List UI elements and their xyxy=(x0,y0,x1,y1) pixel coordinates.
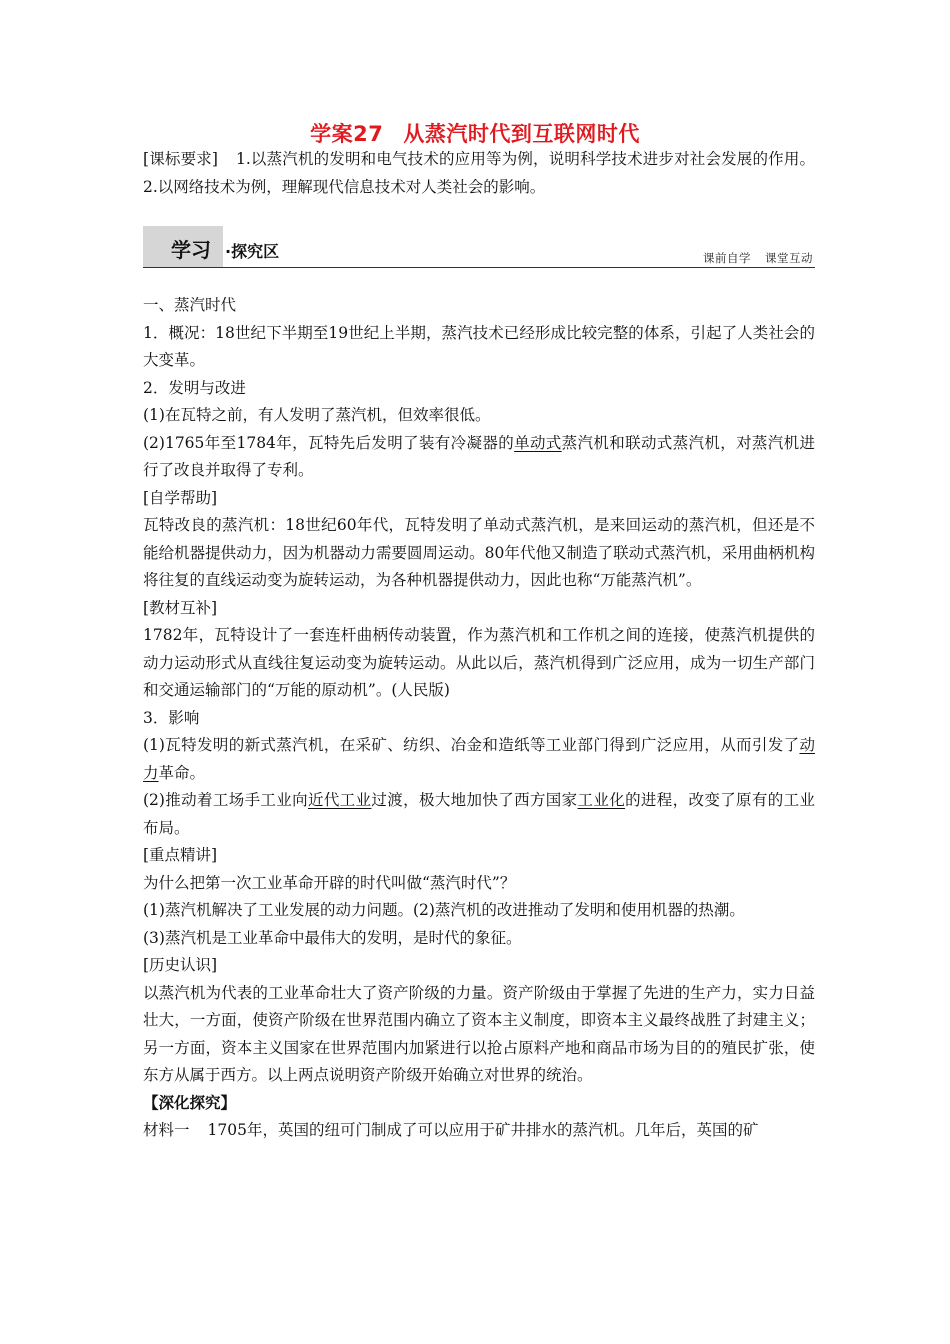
section-heading: 一、蒸汽时代 xyxy=(143,296,237,314)
underlined-term: 动力 xyxy=(143,736,815,782)
banner-right-2: 课堂互动 xyxy=(765,251,813,265)
text-span: 蒸汽机和联动式蒸汽机，对蒸汽机进行了改良并取得了专利。 xyxy=(143,433,815,479)
focus-answer-1: (1)蒸汽机解决了工业发展的动力问题。(2)蒸汽机的改进推动了发明和使用机器的热潮。 xyxy=(143,901,745,919)
text-span: (1)瓦特发明的新式蒸汽机，在采矿、纺织、冶金和造纸等工业部门得到广泛应用，从而引发了 xyxy=(143,736,800,754)
banner-sub-label: ·探究区 xyxy=(225,242,280,261)
material-text: 1705年，英国的纽可门制成了可以应用于矿井排水的蒸汽机。几年后，英国的矿 xyxy=(207,1121,759,1139)
material-1 xyxy=(143,1117,815,1145)
banner-divider xyxy=(143,267,815,268)
history-label: [历史认识] xyxy=(143,956,218,974)
requirement-label: [课标要求] xyxy=(143,150,218,168)
banner-right-1: 课前自学 xyxy=(703,251,751,265)
impact-2 xyxy=(143,787,815,842)
paragraph-invention-1: (1)在瓦特之前，有人发明了蒸汽机，但效率很低。 xyxy=(143,406,491,424)
section-banner xyxy=(143,226,815,268)
underlined-term: 工业化 xyxy=(577,791,626,809)
text-span: 革命。 xyxy=(158,763,206,782)
text-span: (2)1765年至1784年，瓦特先后发明了装有冷凝器的 xyxy=(143,433,515,452)
course-requirement xyxy=(143,146,815,201)
paragraph-overview: 1．概况：18世纪下半期至19世纪上半期，蒸汽技术已经形成比较完整的体系，引起了人类社会的大变革。 xyxy=(143,323,815,369)
requirement-text: 1.以蒸汽机的发明和电气技术的应用等为例，说明科学技术进步对社会发展的作用。2.以网络技术为例，理解现代信息技术对人类社会的影响。 xyxy=(143,150,815,196)
banner-right-labels xyxy=(703,250,813,266)
help-label: [自学帮助] xyxy=(143,488,218,507)
paragraph-invention-heading: 2．发明与改进 xyxy=(143,378,246,397)
page-title xyxy=(0,120,950,148)
title-main: 从蒸汽时代到互联网时代 xyxy=(403,122,640,146)
deep-label: 【深化探究】 xyxy=(143,1093,237,1112)
focus-label: [重点精讲] xyxy=(143,846,218,864)
impact-1 xyxy=(143,732,815,787)
text-span: 过渡，极大地加快了西方国家 xyxy=(371,791,578,809)
history-text: 以蒸汽机为代表的工业革命壮大了资产阶级的力量。资产阶级由于掌握了先进的生产力，实力日益壮大，一方面，使资产阶级在世界范围内确立了资本主义制度，即资本主义最终战胜了封建主义；另一方面，资本主义国家在世界范围内加紧进行以抢占原料产地和商品市场为目的的殖民扩张，使东方从属于西方。以上两点说明资产阶级开始确立对世界的统治。 xyxy=(143,983,815,1084)
underlined-term: 单动式 xyxy=(514,433,562,452)
text-span: (2)推动着工场手工业向 xyxy=(143,791,308,809)
impact-heading: 3．影响 xyxy=(143,708,200,727)
supplement-label: [教材互补] xyxy=(143,598,218,617)
document-body xyxy=(143,292,815,1145)
title-prefix: 学案27 xyxy=(310,122,384,146)
material-label: 材料一 xyxy=(143,1121,190,1139)
supplement-text: 1782年，瓦特设计了一套连杆曲柄传动装置，作为蒸汽机和工作机之间的连接，使蒸汽机提供的动力运动形式从直线往复运动变为旋转运动。从此以后，蒸汽机得到广泛应用，成为一切生产部门和交通运输部门的“万能的原动机”。(人民版) xyxy=(143,626,815,699)
focus-answer-2: (3)蒸汽机是工业革命中最伟大的发明，是时代的象征。 xyxy=(143,928,522,947)
text-span: 的进程，改变了原有的工业布局。 xyxy=(143,791,815,837)
underlined-term: 近代工业 xyxy=(308,791,372,809)
paragraph-invention-2 xyxy=(143,430,815,485)
banner-main-label: 学习 xyxy=(171,238,211,262)
help-text: 瓦特改良的蒸汽机：18世纪60年代，瓦特发明了单动式蒸汽机，是来回运动的蒸汽机，但还是不能给机器提供动力，因为机器动力需要圆周运动。80年代他又制造了联动式蒸汽机，采用曲柄机构将往复的直线运动变为旋转运动，为各种机器提供动力，因此也称“万能蒸汽机”。 xyxy=(143,516,815,589)
focus-question: 为什么把第一次工业革命开辟的时代叫做“蒸汽时代”？ xyxy=(143,873,516,892)
